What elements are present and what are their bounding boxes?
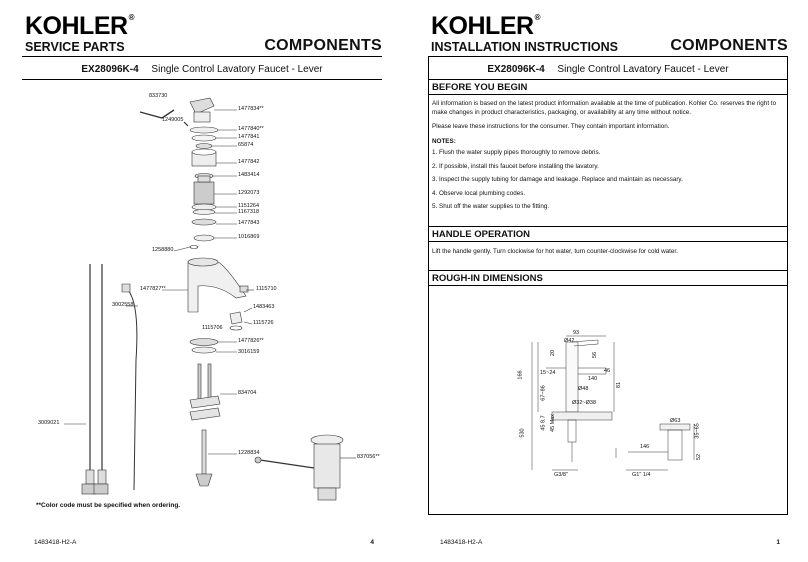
color-code-note: **Color code must be specified when ordering. bbox=[36, 502, 181, 509]
dim-35-65: 35~65 bbox=[694, 423, 701, 439]
part-1115706: 1115706 bbox=[202, 325, 223, 331]
part-1477834: 1477834** bbox=[238, 106, 264, 112]
part-1292073: 1292073 bbox=[238, 190, 260, 196]
part-1258880: 1258880 bbox=[152, 247, 174, 253]
dim-20: 20 bbox=[550, 349, 557, 357]
part-1477827: 1477827** bbox=[140, 286, 166, 292]
dim-166: 166 bbox=[517, 370, 524, 380]
model-description: Single Control Lavatory Faucet - Lever bbox=[557, 64, 729, 75]
part-1016869: 1016869 bbox=[238, 234, 260, 240]
part-1151264: 1151264 bbox=[238, 203, 260, 209]
part-1477840: 1477840** bbox=[238, 126, 264, 132]
dim-g1-1-4: G1" 1/4 bbox=[632, 472, 651, 478]
note-3: 3. Inspect the supply tubing for damage and leakage. Replace and maintain as necessary. bbox=[432, 176, 683, 183]
info-paragraph: All information is based on the latest product information available at the time of publication. Kohler Co. reserves the right to make changes in product characteristics, packaging, or availability at any time without notice. bbox=[432, 100, 777, 116]
note-5: 5. Shut off the water supplies to the fitting. bbox=[432, 203, 550, 210]
notes-label: NOTES: bbox=[432, 137, 456, 145]
handle-operation-heading: HANDLE OPERATION bbox=[428, 226, 788, 242]
dim-52: 52 bbox=[696, 453, 703, 461]
dim-81: 81 bbox=[616, 381, 623, 389]
dim-g3-8: G3/8" bbox=[554, 472, 568, 478]
part-837056: 837056** bbox=[357, 454, 380, 460]
consumer-paragraph: Please leave these instructions for the consumer. They contain important information. bbox=[432, 123, 670, 130]
part-833730: 833730 bbox=[149, 93, 168, 99]
page-number: 1 bbox=[776, 539, 780, 546]
components-heading: COMPONENTS bbox=[670, 37, 788, 54]
dim-93: 93 bbox=[573, 330, 580, 336]
dim-45-max: 45 Max bbox=[550, 413, 557, 433]
part-1483463: 1483463 bbox=[253, 304, 275, 310]
dim-phi32-38: Ø32~Ø38 bbox=[572, 400, 597, 406]
page-number: 4 bbox=[370, 539, 374, 546]
kohler-logo: KOHLER® bbox=[25, 12, 134, 40]
part-1115710: 1115710 bbox=[256, 286, 277, 292]
dim-46: 46 bbox=[604, 368, 611, 374]
dim-67-86: 67~86 bbox=[540, 385, 547, 401]
note-2: 2. If possible, install this faucet before installing the lavatory. bbox=[432, 162, 599, 170]
part-1477843: 1477843 bbox=[238, 220, 260, 226]
part-1249005: 1249005 bbox=[162, 117, 184, 123]
components-heading: COMPONENTS bbox=[264, 37, 382, 54]
doc-number: 1483418-H2-A bbox=[34, 539, 77, 546]
service-parts-page bbox=[22, 0, 382, 562]
kohler-logo: KOHLER® bbox=[431, 12, 540, 40]
note-4: 4. Observe local plumbing codes. bbox=[432, 189, 526, 197]
part-1477842: 1477842 bbox=[238, 159, 260, 165]
part-1228834: 1228834 bbox=[238, 450, 260, 456]
installation-page bbox=[428, 0, 788, 562]
note-1: 1. Flush the water supply pipes thoroughly to remove debris. bbox=[432, 149, 601, 156]
doc-number: 1483418-H2-A bbox=[440, 539, 483, 546]
dim-56: 56 bbox=[592, 351, 599, 359]
before-you-begin-heading: BEFORE YOU BEGIN bbox=[428, 79, 788, 95]
part-1167318: 1167318 bbox=[238, 209, 260, 215]
part-3002558: 3002558 bbox=[112, 302, 134, 308]
service-parts-heading: SERVICE PARTS bbox=[25, 40, 125, 54]
dim-phi42: Ø42 bbox=[564, 338, 575, 344]
dim-146: 146 bbox=[640, 444, 650, 450]
dim-15-24: 15~24 bbox=[540, 370, 556, 376]
dim-phi48: Ø48 bbox=[578, 386, 589, 392]
part-65874: 65874 bbox=[238, 142, 254, 148]
part-3016159: 3016159 bbox=[238, 349, 260, 355]
model-description: Single Control Lavatory Faucet - Lever bbox=[151, 64, 323, 75]
rough-in-heading: ROUGH-IN DIMENSIONS bbox=[428, 270, 788, 286]
rough-in-diagram bbox=[428, 0, 788, 562]
dim-140: 140 bbox=[588, 376, 598, 382]
dim-530: 530 bbox=[519, 428, 526, 438]
exploded-parts-diagram bbox=[22, 0, 382, 562]
dim-phi63: Ø63 bbox=[670, 418, 681, 424]
part-1477826: 1477826** bbox=[238, 338, 264, 344]
model-number: EX28096K-4 bbox=[487, 64, 545, 75]
part-834704: 834704 bbox=[238, 390, 257, 396]
part-3009021: 3009021 bbox=[38, 420, 60, 426]
part-1477841: 1477841 bbox=[238, 134, 260, 140]
model-number: EX28096K-4 bbox=[81, 64, 139, 75]
dim-45-8-7: 45 8.7 bbox=[540, 415, 547, 431]
handle-operation-text: Lift the handle gently. Turn clockwise for hot water, turn counter-clockwise for cold water. bbox=[432, 248, 678, 255]
part-1483414: 1483414 bbox=[238, 172, 260, 178]
part-1115726: 1115726 bbox=[253, 320, 274, 326]
installation-heading: INSTALLATION INSTRUCTIONS bbox=[431, 40, 619, 54]
